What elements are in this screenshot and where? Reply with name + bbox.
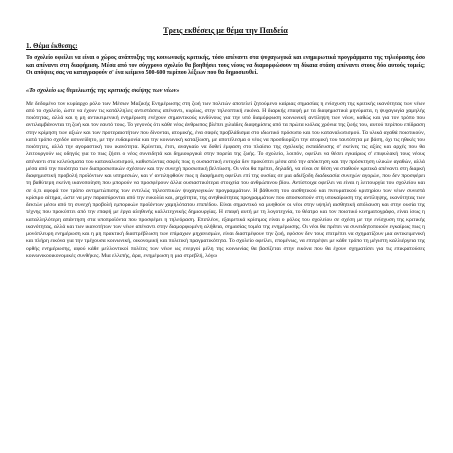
essay-body: Με δεδομένο τον κυρίαρχο ρόλο των Μέσων Μαζικής Ενημέρωσης στη ζωή των πολιτών αποτελεί ζητούμενο καίριας σημασίας η ενίσχυση της κριτικής ικανότητας των νέων από το σχολείο, ώστε να έχουν τις κατάλληλες αντιστάσεις απέναντι, κυρίως, στην τηλεοπτική εικόνα. Η διαρκής επαφή με τα διαφημιστικά μηνύματα, η ψυχαγωγία χαμηλής ποιότητας, αλλά και η μη αντικειμενική ενημέρωση ενέχουν σημαντικούς κινδύνους για την υπό διαμόρφωση κοινωνική αντίληψη των νέων, καθώς και για τον τρόπο που αντιλαμβάνονται τη ζωή και τον εαυτό τους. Το γεγονός ότι κάθε νέος άνθρωπος βλέπει χιλιάδες διαφημίσεις από τα πρώτα κιόλας χρόνια της ζωής του, αυτού περίπου επίδραση στην κρίμηση των αξιών και των προτεραιοτήτων που δίνονται, ατομικής, ένα σαφές προβλάδισμα στο ιδιωτικό πρόσωπο και του καταναλωτισμού. Τα υλικά αγαθά ποιοτικούν, κατά τρόπο σχεδόν ασυνείδητο, με την ευδαιμονία και την κοινωνική καταξίωση, με αποτέλεσμα ο νέος να προσδιορίζει την ατομική του ταυτότητα με βάση, όχι τις ηθικές του ποιότητες, αλλά την αγοραστική του ικανότητα. Κρίνεται, έτσι, αναγκαίο να δοθεί έμφαση στο πλαίσιο της σχολικής εκπαίδευσης σ' εκείνες τις αξίες και αρχές που θα λειτουργούν ως οδηγός για το πως ζήσει ο νέος συνειδητά και δημιουργικά στην πορεία της ζωής. Το σχολείο, λοιπόν, οφείλει να θέσει εγκαίρως σ' επιφυλακή τους νέους απέναντι στα κελεύσματα του καταναλωτισμού, καθιστώντας σαφές πως η ουσιαστική ευτυχία δεν προκύπτει μέσα από την απόκτηση και την πρόσκτηση υλικών αγαθών, αλλά μέσα από την ποιότητα των διαπροσωπικών σχέσεων και την συνεχή προσωπική βελτίωση. Οι νέοι θα πρέπει, δηλαδή, να είναι σε θέση να σταθούν κριτικά απέναντι στη διαρκή διαφημιστική προβολή προϊόντων και υπηρεσιών, και ν' αντιληφθούν πως η διαφήμιση οφείλει επί της ουσίας σε μια αδιέξοδη διαδικασία συνεχών αγορών, που δεν προσφέρει τη βαθύτερη εκείνη ικανοποίηση που μπορούν να προσφέρουν άλλα ουσιαστικότερα στοιχεία του ανθρώπινου βίου. Αντίστοιχα οφείλει να είναι η λειτουργία του σχολείου και σε ό,τι αφορά τον τρόπο αντιμετώπισης των εντελώς τηλεοπτικών ψυχαγωγικών προγραμμάτων. Η βάθυνση του αισθητικού και πνευματικού κριτηρίου των νέων συνιστά κρίσιμο αίτημα, ώστε να μην παρασύρονται από την ευκολία και, ρηχότητα, της ανηθικότητας προγραμμάτων που αποσκοπούν στη υποκαίρωση της αντίληψης, ικανότητας των δεκτών μέσω από τη συνεχή προβολή εμπορικών προϊόντων χαμηλότατου επιπέδου. Είναι σημαντικό να μυηθούν οι νέοι στην υψηλή αισθητική απόλαυση και στην ουσία της τέχνης που προκύπτει από την επαφή με έργα αληθινής καλλιτεχνικής δημιουργίας. Η επαφή αυτή με τη λογοτεχνία, το θέατρο και τον ποιοτικό κινηματογράφο, είναι ίσως η καταλληλότερη απάντηση στα υποπροϊόντα που προσφέρει η τηλεόραση. Επιπλέον, εξαιρετικά κρίσιμος είναι ο ρόλος του σχολείου σε σχέση με την ενίσχυση της κριτικής ικανότητας, αλλά και των ικανοτήτων των νέων απέναντι στην διαμορφωμένη αλήθεια, σημασίας τομέα της ενημέρωσης. Οι νέοι θα πρέπει να συνειδητοποιούν εγκαίρως πως η μονόπλευρη ενημέρωση και η μη πρακτική διαστρέβλωση των επίμαχων μηχανισμών, είναι διαστρέφουν την ζωή, εφόσον δεν τους επιτρέπει να σχηματίζουν μια αντικειμενική και πλήρη εικόνα για την τρέχουσα κοινωνική, οικονομική και πολιτική πραγματικότητα. Το σχολείο οφείλει, επομένως, να επιτρέψει με κάθε τρόπο τη μέγιστη καλλιέργεια της ορθής ενημέρωσης, αφού κάθε μελλοντικοί πολίτες των νέων ως ενεργοί μέλη της κοινωνίας θα βασίζεται στην εικόνα που θα έχουν σχηματίσει για τις επικρατούσες κοινωνικοοικονομικές συνθήκες. Μια ελλιπής, άρα, ενημέρωση η μια στρεβλή, λόγω — [26, 100, 425, 259]
essay-title: «Το σχολείο ως θεμελιωτής της κριτικής σκέψης των νέων» — [26, 86, 180, 94]
essay-prompt: Το σχολείο οφείλει να είναι ο χώρος ανάπτυξης της κοινωνικής κριτικής, τόσο απέναντι στα ψυχαγωγικά και ενημερωτικά προγράμματα της τηλεόρασης όσο και απέναντι στη διαφήμιση. Μέσα από τον σύγχρονο σχολείο θα βοηθήσει τους νέους να διαμορφώσουν τη δίκαια στάση απέναντι στους δύο αυτούς τομείς; Οι απόψεις σας να καταγραφούν σ' ένα κείμενο 500-600 περίπου λέξεων που θα δημοσιευθεί. — [26, 55, 425, 76]
section-heading: 1. Θέμα έκθεσης: — [26, 42, 78, 50]
document-title: Τρεις εκθέσεις με θέμα την Παιδεία — [163, 26, 288, 35]
